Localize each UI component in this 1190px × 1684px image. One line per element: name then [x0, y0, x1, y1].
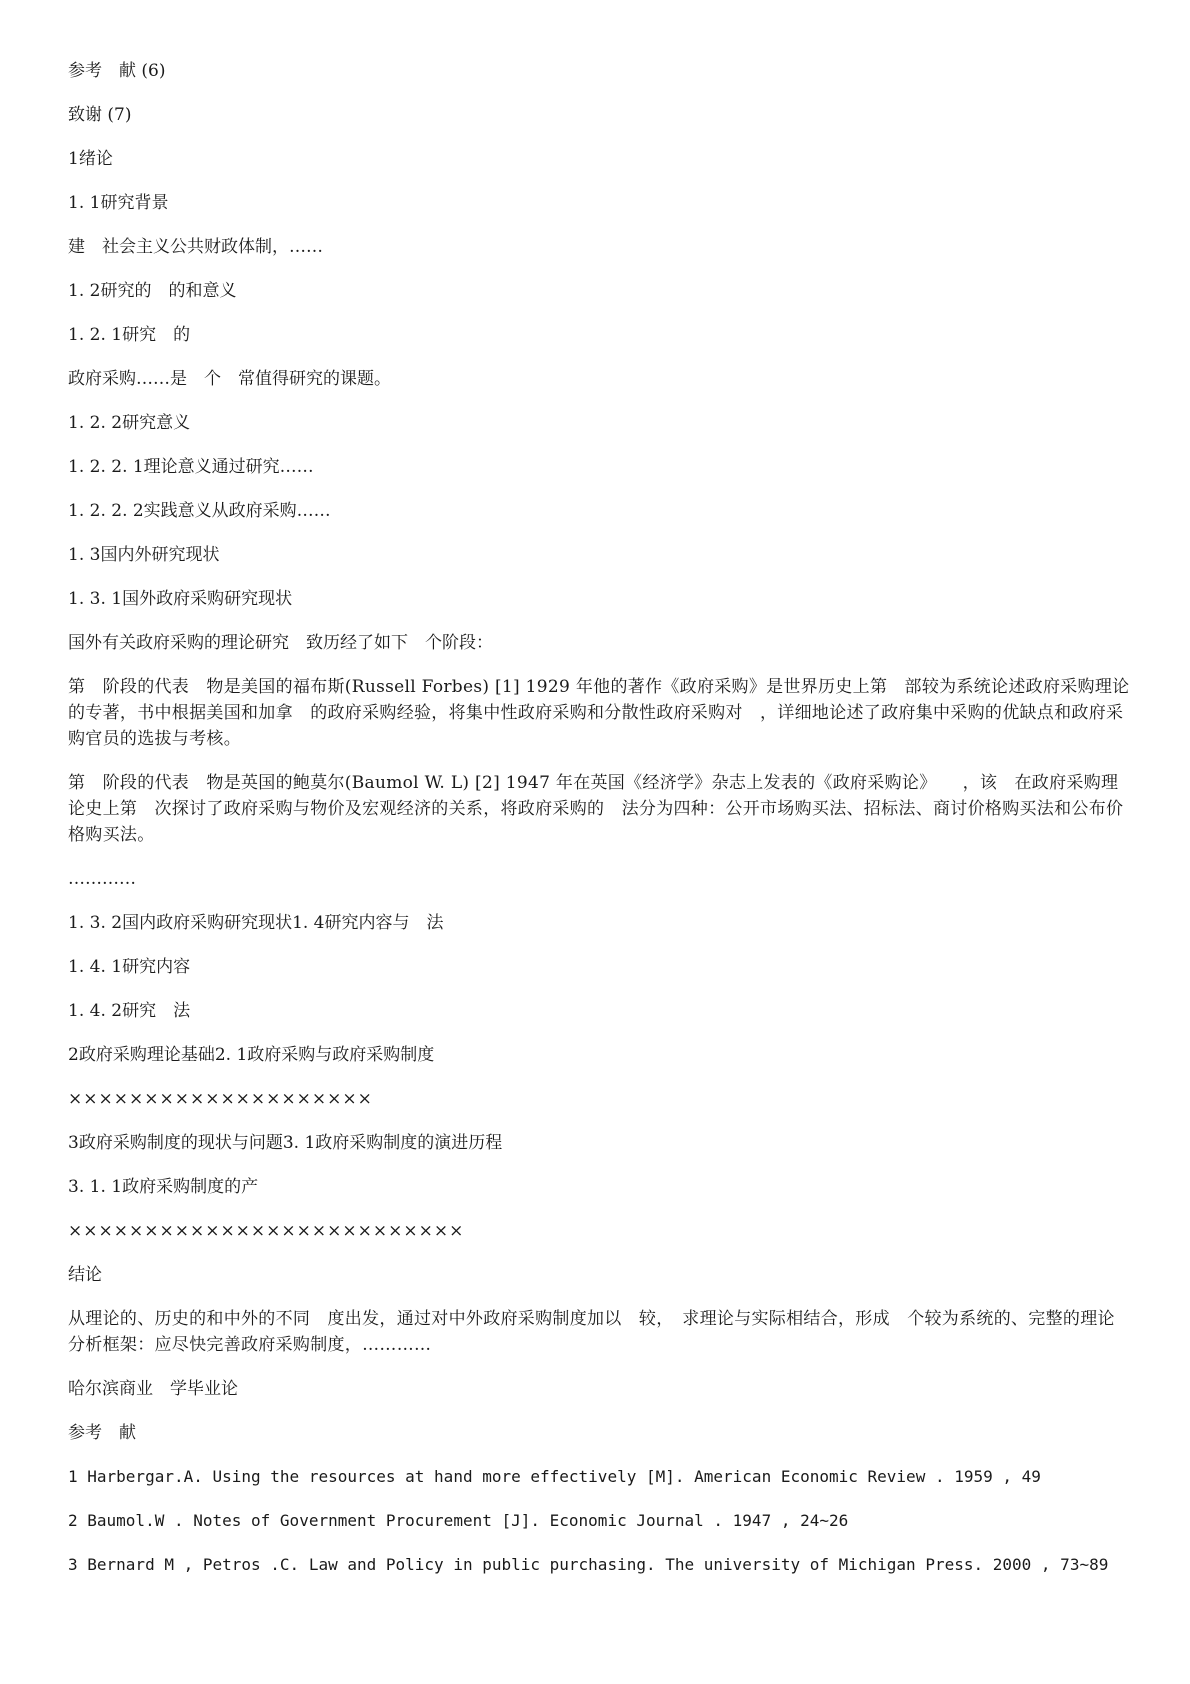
paragraph-baumol: 第 阶段的代表 物是英国的鲍莫尔(Baumol W. L) [2] 1947 年在英国《经济学》杂志上发表的《政府采购论》 ，该 在政府采购理论史上第 次探讨了政府采购与物价及宏观经济的关系，将政府采购的 法分为四种：公开市场购买法、招标法、商讨价格购买法和公布价格购买法。 — [68, 773, 1124, 845]
heading-1: 1绪论 — [68, 149, 113, 169]
heading-3-1-1: 3. 1. 1政府采购制度的产 — [68, 1177, 259, 1197]
heading-1-3-1: 1. 3. 1国外政府采购研究现状 — [68, 589, 293, 609]
heading-references: 参考 献 — [68, 1423, 136, 1443]
reference-item: 1 Harbergar.A. Using the resources at hand more effectively [M]. American Economic Review . 1959 , 49 — [68, 1467, 1041, 1486]
heading-1-4-1: 1. 4. 1研究内容 — [68, 957, 191, 977]
heading-1-2-2-1: 1. 2. 2. 1理论意义通过研究…… — [68, 457, 314, 477]
toc-acknowledgements: 致谢 (7) — [68, 105, 132, 125]
text-1-3-1: 国外有关政府采购的理论研究 致历经了如下 个阶段： — [68, 633, 493, 653]
heading-conclusion: 结论 — [68, 1265, 102, 1285]
university-footer: 哈尔滨商业 学毕业论 — [68, 1379, 238, 1399]
placeholder-x-row: ×××××××××××××××××××× — [68, 1089, 373, 1109]
heading-1-4-2: 1. 4. 2研究 法 — [68, 1001, 191, 1021]
heading-1-2-2-2: 1. 2. 2. 2实践意义从政府采购…… — [68, 501, 331, 521]
toc-references: 参考 献 (6) — [68, 61, 166, 81]
ellipsis: ………… — [68, 869, 136, 889]
heading-3: 3政府采购制度的现状与问题3. 1政府采购制度的演进历程 — [68, 1133, 503, 1153]
heading-1-1: 1. 1研究背景 — [68, 193, 169, 213]
heading-1-2-1: 1. 2. 1研究 的 — [68, 325, 191, 345]
placeholder-x-row: ×××××××××××××××××××××××××× — [68, 1221, 465, 1241]
heading-1-3: 1. 3国内外研究现状 — [68, 545, 220, 565]
reference-item: 2 Baumol.W . Notes of Government Procurement [J]. Economic Journal . 1947 , 24~26 — [68, 1511, 849, 1530]
heading-1-2-2: 1. 2. 2研究意义 — [68, 413, 191, 433]
paragraph-conclusion: 从理论的、历史的和中外的不同 度出发，通过对中外政府采购制度加以 较， 求理论与实际相结合，形成 个较为系统的、完整的理论分析框架：应尽快完善政府采购制度，………… — [68, 1309, 1115, 1355]
paragraph-forbes: 第 阶段的代表 物是美国的福布斯(Russell Forbes) [1] 1929 年他的著作《政府采购》是世界历史上第 部较为系统论述政府采购理论的专著，书中根据美国和加拿 的政府采购经验，将集中性政府采购和分散性政府采购对 ，详细地论述了政府集中采购的优缺点和政府采购官员的选拔与考核。 — [68, 677, 1130, 749]
reference-item: 3 Bernard M , Petros .C. Law and Policy in public purchasing. The university of Michigan Press. 2000 , 73~89 — [68, 1555, 1109, 1574]
heading-2: 2政府采购理论基础2. 1政府采购与政府采购制度 — [68, 1045, 435, 1065]
text-1-2-1: 政府采购……是 个 常值得研究的课题。 — [68, 369, 391, 389]
heading-1-3-2: 1. 3. 2国内政府采购研究现状1. 4研究内容与 法 — [68, 913, 444, 933]
heading-1-2: 1. 2研究的 的和意义 — [68, 281, 237, 301]
text-1-1: 建 社会主义公共财政体制，…… — [68, 237, 323, 257]
